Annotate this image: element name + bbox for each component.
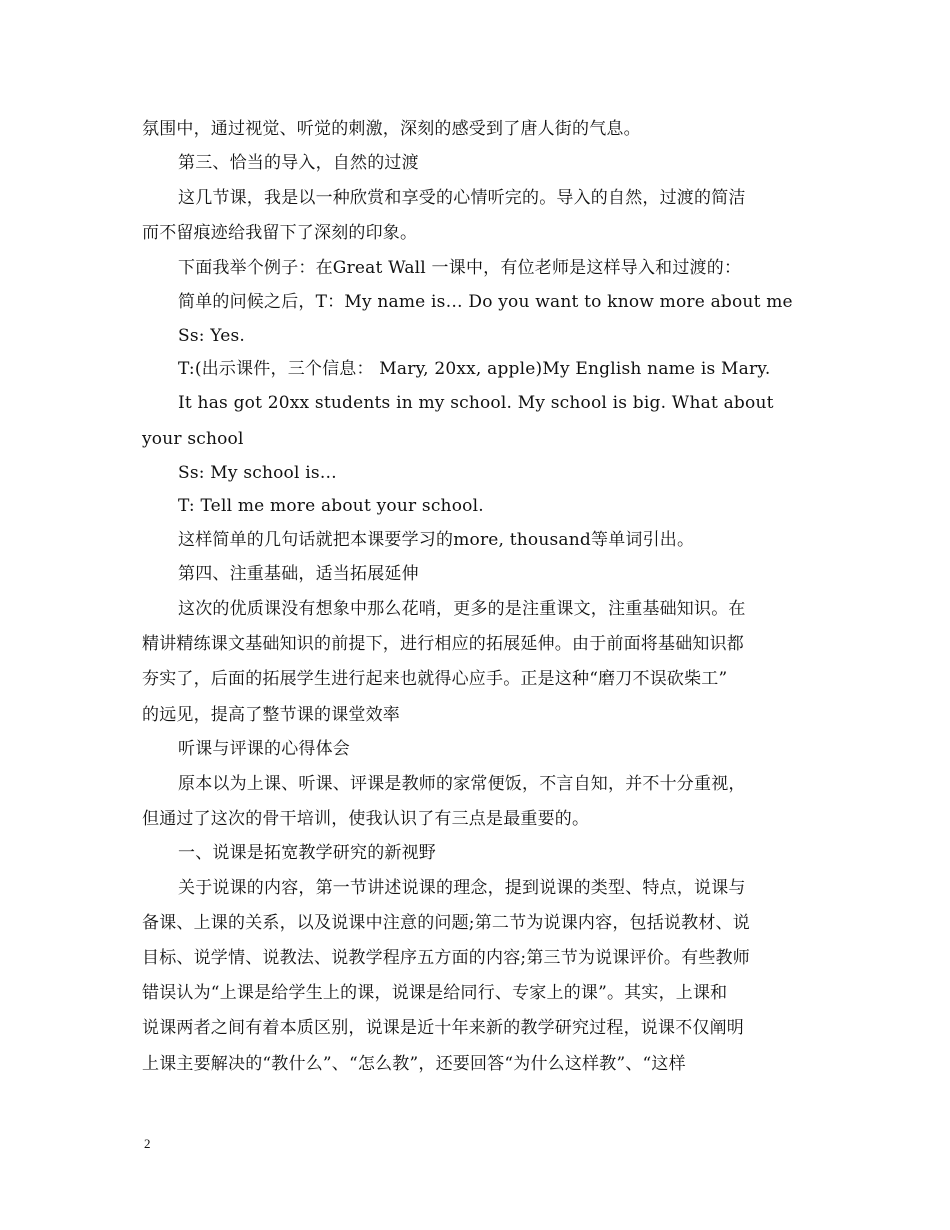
text-line: 第四、注重基础，适当拓展延伸 xyxy=(178,564,419,584)
text-line: 下面我举个例子：在Great Wall 一课中，有位老师是这样导入和过渡的： xyxy=(178,258,742,278)
text-line: T:(出示课件，三个信息： Mary, 20xx, apple)My English name is Mary. xyxy=(178,359,771,379)
text-line: T: Tell me more about your school. xyxy=(178,496,484,516)
text-line: 备课、上课的关系，以及说课中注意的问题;第二节为说课内容，包括说教材、说 xyxy=(142,913,750,933)
text-line: 第三、恰当的导入，自然的过渡 xyxy=(178,153,419,173)
text-line: your school xyxy=(142,429,244,449)
text-line: 这次的优质课没有想象中那么花哨，更多的是注重课文，注重基础知识。在 xyxy=(178,599,746,619)
text-line: 的远见，提高了整节课的课堂效率 xyxy=(142,705,400,725)
text-line: 原本以为上课、听课、评课是教师的家常便饭，不言自知，并不十分重视， xyxy=(178,774,746,794)
text-line: It has got 20xx students in my school. My school is big. What about xyxy=(178,393,774,413)
text-line: 而不留痕迹给我留下了深刻的印象。 xyxy=(142,223,418,243)
text-line: 错误认为“上课是给学生上的课，说课是给同行、专家上的课”。其实，上课和 xyxy=(142,983,728,1003)
text-line: Ss: My school is… xyxy=(178,463,337,483)
text-line: 夯实了，后面的拓展学生进行起来也就得心应手。正是这种“磨刀不误砍柴工” xyxy=(142,669,728,689)
text-line: 这几节课，我是以一种欣赏和享受的心情听完的。导入的自然，过渡的简洁 xyxy=(178,188,746,208)
text-line: 听课与评课的心得体会 xyxy=(178,739,350,759)
text-line: 说课两者之间有着本质区别，说课是近十年来新的教学研究过程，说课不仅阐明 xyxy=(142,1018,744,1038)
text-line: Ss: Yes. xyxy=(178,326,246,346)
text-line: 上课主要解决的“教什么”、“怎么教”，还要回答“为什么这样教”、“这样 xyxy=(142,1054,686,1074)
text-line: 一、说课是拓宽教学研究的新视野 xyxy=(178,843,436,863)
text-line: 关于说课的内容，第一节讲述说课的理念，提到说课的类型、特点，说课与 xyxy=(178,878,746,898)
text-line: 简单的问候之后，T：My name is… Do you want to know more about me xyxy=(178,292,793,312)
text-line: 这样简单的几句话就把本课要学习的more, thousand等单词引出。 xyxy=(178,530,695,550)
text-line: 氛围中，通过视觉、听觉的刺激，深刻的感受到了唐人街的气息。 xyxy=(142,119,641,139)
text-line: 但通过了这次的骨干培训，使我认识了有三点是最重要的。 xyxy=(142,809,590,829)
text-line: 目标、说学情、说教法、说教学程序五方面的内容;第三节为说课评价。有些教师 xyxy=(142,948,750,968)
page-number: 2 xyxy=(144,1136,151,1151)
text-line: 精讲精练课文基础知识的前提下，进行相应的拓展延伸。由于前面将基础知识都 xyxy=(142,634,744,654)
